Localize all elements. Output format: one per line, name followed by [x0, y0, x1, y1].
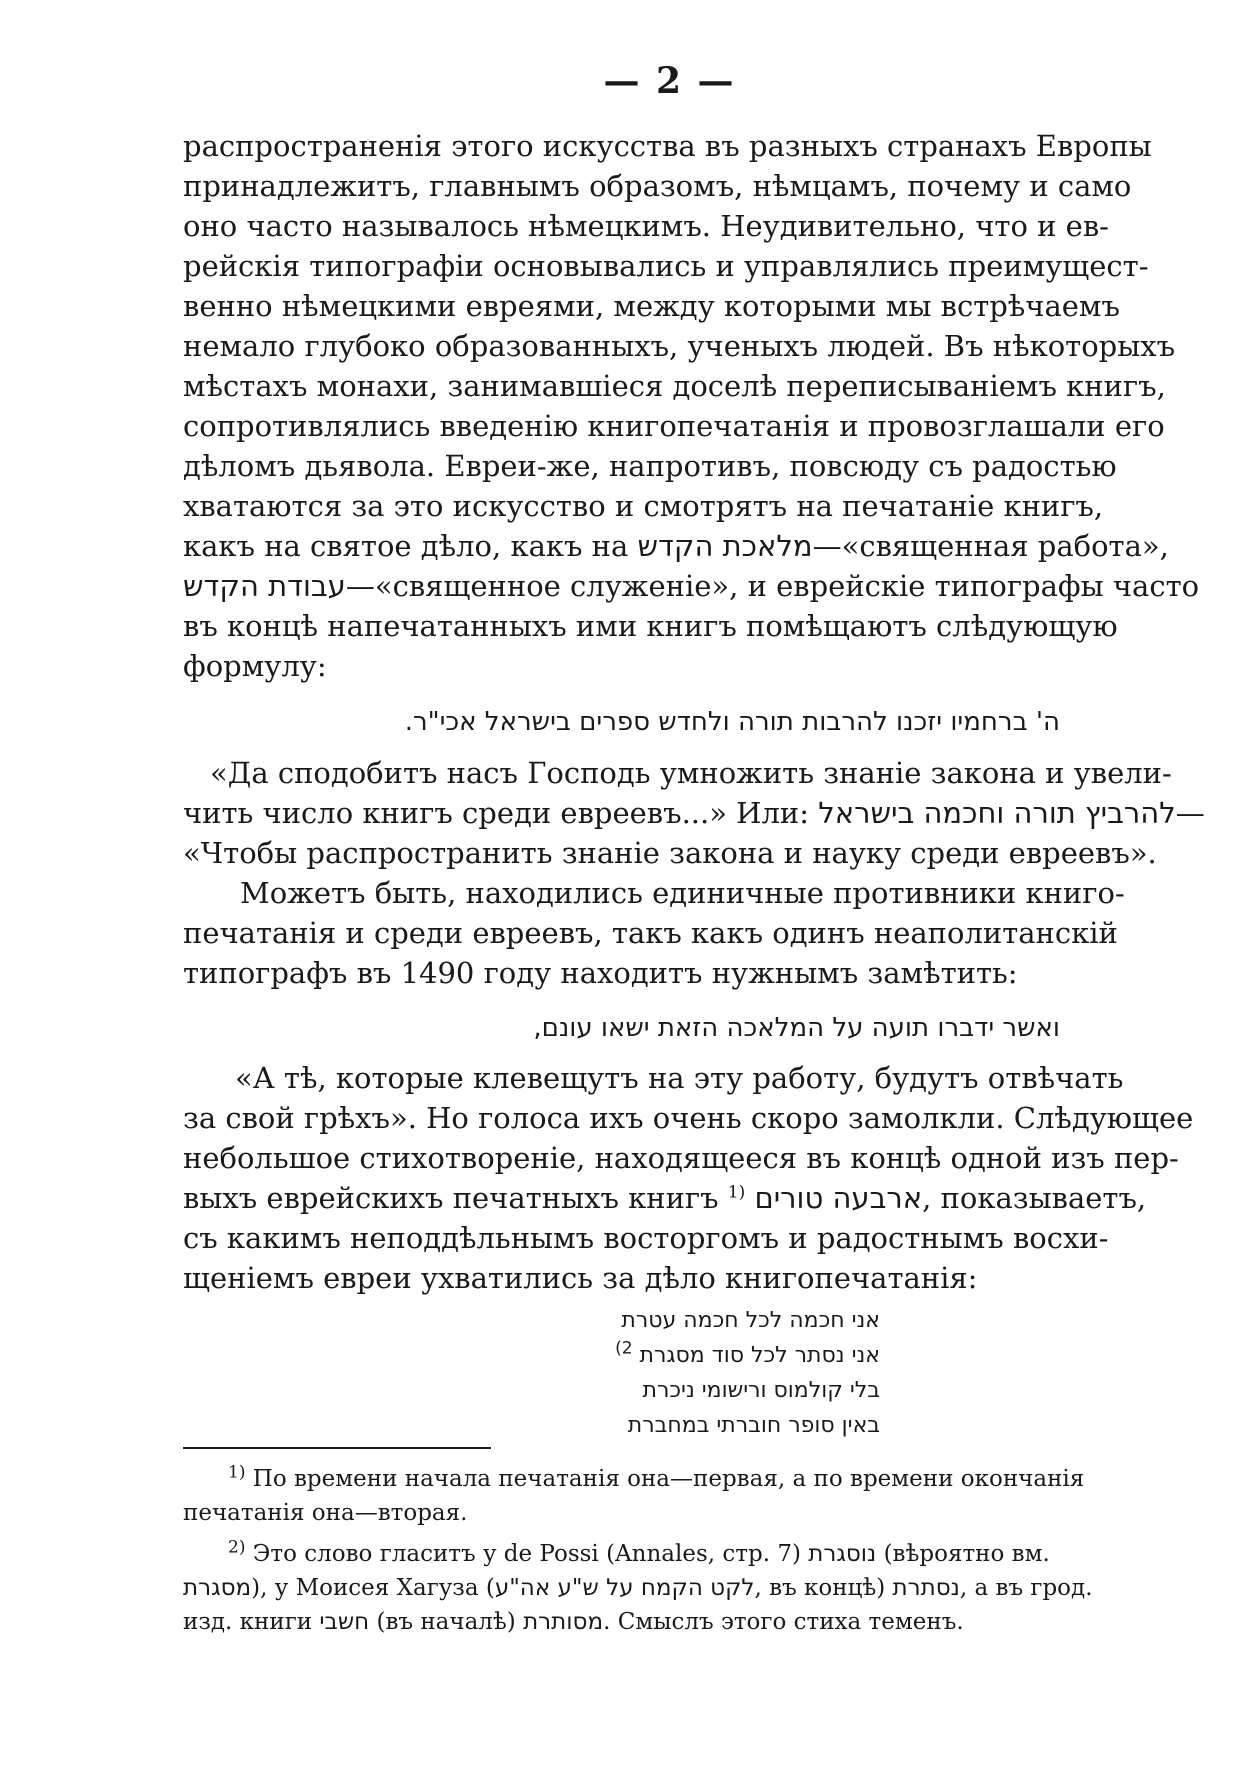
poem-line [560, 1339, 880, 1373]
body-line: хватаются за это искусство и смотрятъ на печатаніе книгъ, [183, 489, 1104, 523]
body-line: щеніемъ евреи ухватились за дѣло книгопечатанія: [183, 1261, 978, 1295]
body-line: немало глубоко образованныхъ, ученыхъ людей. Въ нѣкоторыхъ [183, 329, 1176, 363]
text-segment: — [1175, 796, 1205, 830]
page-number: — 2 — [603, 60, 736, 102]
footnote-2-line [183, 1571, 1093, 1605]
footnote-text: , а въ грод. [959, 1575, 1093, 1601]
body-line: «Чтобы распространить знаніе закона и науку среди евреевъ». [183, 836, 1157, 870]
text-segment: —«священное служеніе», и еврейскіе типографы часто [345, 569, 1200, 603]
hebrew-word: נוסגרת [808, 1541, 877, 1567]
body-line-mixed [183, 566, 1200, 606]
hebrew-word: נסתרת [892, 1575, 960, 1601]
poem-line: בלי קולמוס ורישומי ניכרת [642, 1378, 880, 1403]
footnote-mark: 1) [228, 1462, 246, 1483]
footnote-text: Это слово гласитъ у de Possi (Annales, стр. 7) [252, 1541, 809, 1567]
body-line: съ какимъ неподдѣльнымъ восторгомъ и радостнымъ восхи- [183, 1221, 1109, 1255]
footnote-ref: 2) [615, 1338, 633, 1359]
hebrew-word: חשבי [319, 1609, 370, 1635]
footnote-text: По времени начала печатанія она—первая, а по времени окончанія [252, 1466, 1085, 1492]
footnote-text: . Смыслъ этого стиха теменъ. [603, 1609, 964, 1635]
body-line: мѣстахъ монахи, занимавшіеся доселѣ переписываніемъ книгъ, [183, 369, 1166, 403]
footnote-ref: 1) [727, 1182, 746, 1203]
footnote-separator [183, 1447, 491, 1449]
hebrew-formula: ה' ברחמיו יזכנו להרבות תורה ולחדש ספרים בישראל אכי"ר. [404, 707, 1060, 737]
hebrew-phrase: להרביץ תורה וחכמה בישראל [818, 796, 1176, 830]
footnote-1-line: печатанія она—вторая. [183, 1500, 468, 1526]
body-line: распространенія этого искусства въ разныхъ странахъ Европы [183, 129, 1152, 163]
body-line-mixed [183, 1178, 1147, 1218]
footnote-text: изд. книги [183, 1609, 320, 1635]
hebrew-phrase: עבודת הקדש [183, 569, 346, 603]
body-line-mixed [183, 793, 1205, 833]
body-line: въ концѣ напечатанныхъ ими книгъ помѣщаютъ слѣдующую [183, 609, 1118, 643]
hebrew-phrase: מלאכת הקדש [637, 529, 813, 563]
footnote-mark: 2) [228, 1537, 246, 1558]
footnote-text: , въ концѣ) [754, 1575, 893, 1601]
body-line: «А тѣ, которые клевещутъ на эту работу, будутъ отвѣчать [235, 1061, 1124, 1095]
footnote-text: ), у Моисея Хагуза ( [251, 1575, 495, 1601]
body-line: принадлежитъ, главнымъ образомъ, нѣмцамъ, почему и само [183, 169, 1132, 203]
hebrew-word: לקט הקמח על ש"ע אה"ע [494, 1575, 755, 1601]
body-line-mixed [183, 526, 1169, 566]
body-line: рейскія типографіи основывались и управлялись преимущест- [183, 249, 1149, 283]
text-segment: чить число книгъ среди евреевъ...» Или: [183, 796, 819, 830]
footnote-text: (въ началѣ) [369, 1609, 524, 1635]
hebrew-word: מסגרת [183, 1575, 252, 1601]
body-line: небольшое стихотвореніе, находящееся въ концѣ одной изъ пер- [183, 1141, 1179, 1175]
body-line: сопротивлялись введенію книгопечатанія и провозглашали его [183, 409, 1165, 443]
poem-line: באין סופר חוברתי במחברת [627, 1413, 880, 1438]
hebrew-phrase: ארבעה טורים [754, 1181, 923, 1215]
hebrew-quote: ואשר ידברו תועה על המלאכה הזאת ישאו עונם, [533, 1013, 1060, 1043]
body-line: за свой грѣхъ». Но голоса ихъ очень скоро замолкли. Слѣдующее [183, 1101, 1194, 1135]
body-line: оно часто называлось нѣмецкимъ. Неудивительно, что и ев- [183, 209, 1109, 243]
text-segment: —«священная работа», [812, 529, 1169, 563]
body-line: дѣломъ дьявола. Евреи-же, напротивъ, повсюду съ радостью [183, 449, 1117, 483]
footnote-2-line [183, 1605, 1071, 1639]
body-line: формулу: [183, 649, 327, 683]
footnote-1-line [228, 1462, 1085, 1496]
poem-text: אני נסתר לכל סוד מסגרת [639, 1343, 880, 1368]
body-line: печатанія и среди евреевъ, такъ какъ одинъ неаполитанскій [183, 916, 1118, 950]
footnote-2-line [228, 1537, 1071, 1571]
footnote-text: (вѣроятно вм. [876, 1541, 1050, 1567]
body-line: типографъ въ 1490 году находитъ нужнымъ замѣтить: [183, 956, 1018, 990]
text-segment: какъ на святое дѣло, какъ на [183, 529, 638, 563]
body-line: Можетъ быть, находились единичные противники книго- [240, 876, 1125, 910]
poem-line: אני חכמה לכל חכמה עטרת [621, 1308, 880, 1333]
hebrew-word: מסותרת [523, 1609, 604, 1635]
text-segment: , показываетъ, [922, 1181, 1147, 1215]
body-line: венно нѣмецкими евреями, между которыми мы встрѣчаемъ [183, 289, 1120, 323]
body-line: «Да сподобитъ насъ Господь умножить знаніе закона и увели- [210, 756, 1172, 790]
text-segment: выхъ еврейскихъ печатныхъ книгъ [183, 1181, 728, 1215]
